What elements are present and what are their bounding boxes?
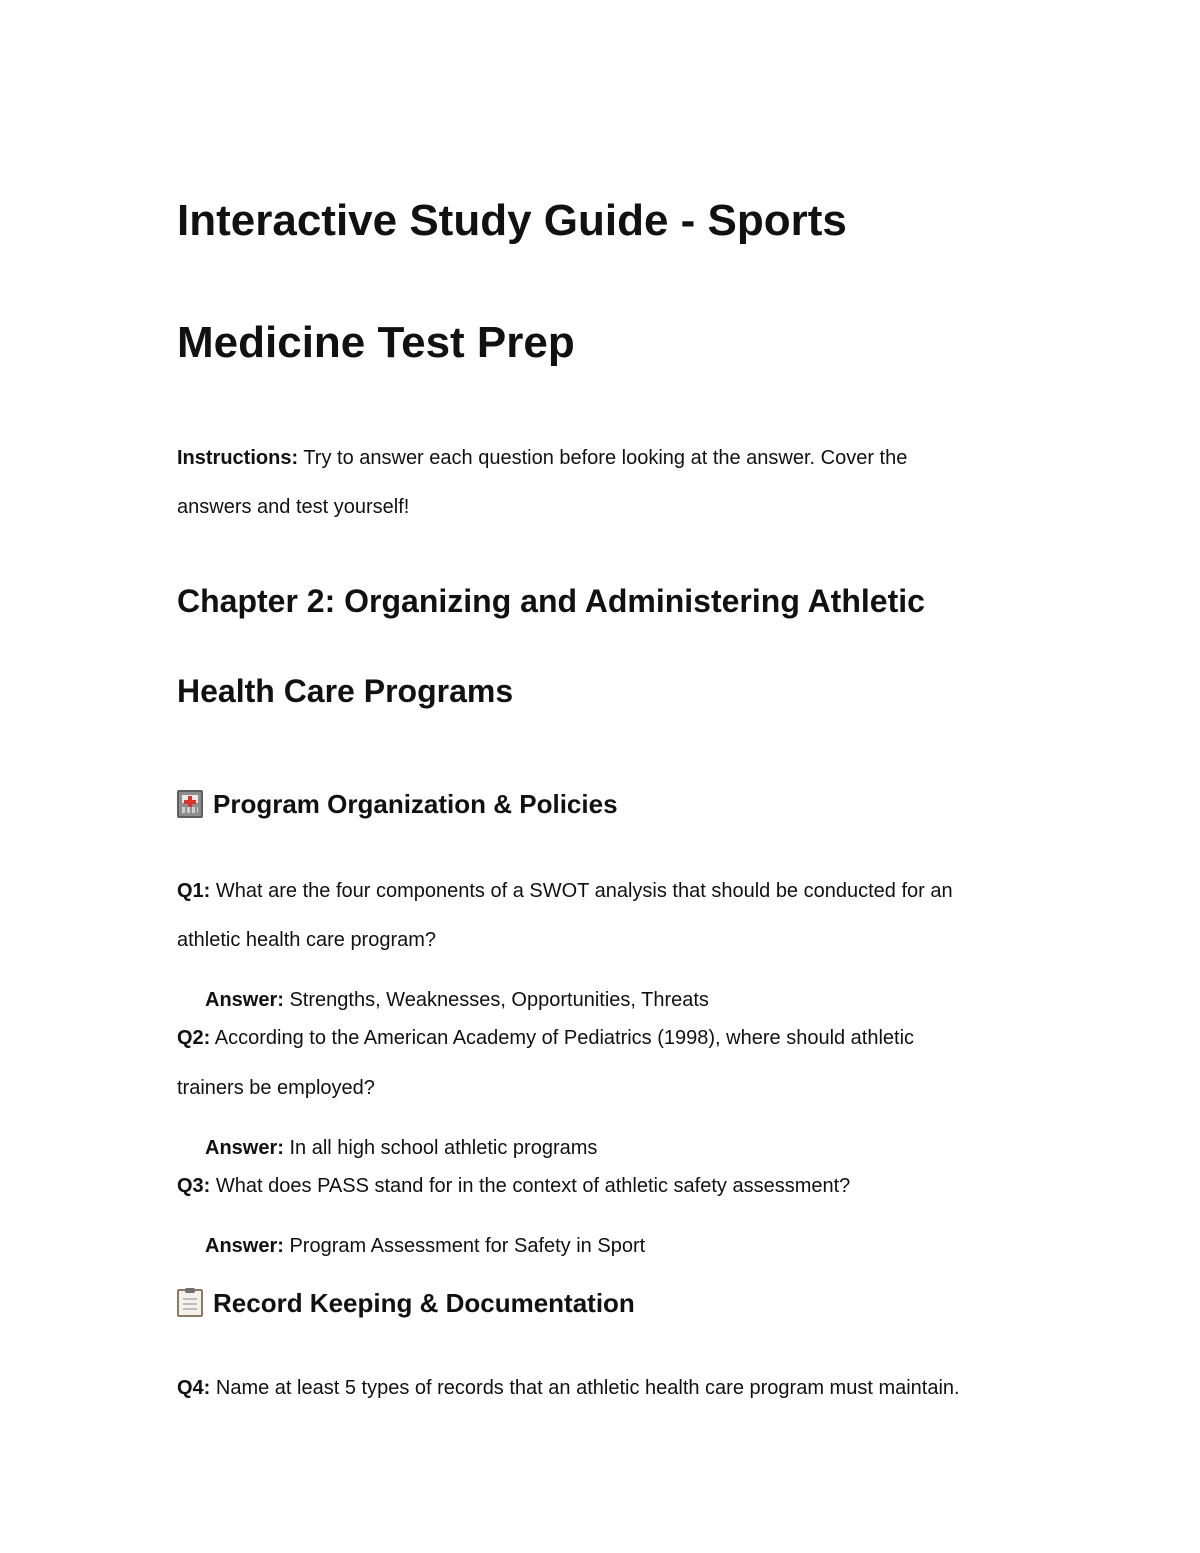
question-text: According to the American Academy of Pediatrics (1998), where should athletic xyxy=(210,1027,915,1049)
page-title-line-1: Interactive Study Guide - Sports xyxy=(177,196,847,245)
question-1-line-1 xyxy=(177,881,953,901)
chapter-heading-line-1: Chapter 2: Organizing and Administering Athletic xyxy=(177,583,925,619)
question-text: Name at least 5 types of records that an athletic health care program must maintain. xyxy=(210,1377,960,1399)
instructions-line-2: answers and test yourself! xyxy=(177,496,410,518)
question-label: Q4: xyxy=(177,1377,211,1399)
answer-text: Strengths, Weaknesses, Opportunities, Threats xyxy=(283,989,709,1011)
question-3-line-1 xyxy=(177,1176,850,1196)
clipboard-icon xyxy=(177,1289,203,1317)
answer-text: In all high school athletic programs xyxy=(283,1137,598,1159)
question-text: What does PASS stand for in the context of athletic safety assessment? xyxy=(210,1175,851,1197)
answer-1 xyxy=(205,990,709,1010)
answer-label: Answer: xyxy=(205,1235,284,1257)
section-heading-text: Program Organization & Policies xyxy=(213,789,618,819)
question-label: Q2: xyxy=(177,1027,211,1049)
question-label: Q1: xyxy=(177,880,211,902)
question-4-line-1 xyxy=(177,1378,960,1398)
instructions-line-1 xyxy=(177,448,907,468)
instructions-label: Instructions: xyxy=(177,447,299,469)
answer-label: Answer: xyxy=(205,1137,284,1159)
question-text: What are the four components of a SWOT analysis that should be conducted for an xyxy=(210,880,953,902)
answer-label: Answer: xyxy=(205,989,284,1011)
answer-3 xyxy=(205,1236,645,1256)
section-heading-program-organization xyxy=(177,790,618,818)
hospital-icon xyxy=(177,790,203,818)
chapter-heading-line-2: Health Care Programs xyxy=(177,673,514,709)
question-label: Q3: xyxy=(177,1175,211,1197)
section-heading-record-keeping xyxy=(177,1289,635,1317)
question-2-line-1 xyxy=(177,1028,914,1048)
answer-text: Program Assessment for Safety in Sport xyxy=(283,1235,646,1257)
page-title-line-2: Medicine Test Prep xyxy=(177,318,575,367)
question-1-line-2: athletic health care program? xyxy=(177,929,437,951)
section-heading-text: Record Keeping & Documentation xyxy=(213,1288,635,1318)
answer-2 xyxy=(205,1138,597,1158)
question-2-line-2: trainers be employed? xyxy=(177,1077,375,1099)
instructions-text: Try to answer each question before looking at the answer. Cover the xyxy=(298,447,908,469)
